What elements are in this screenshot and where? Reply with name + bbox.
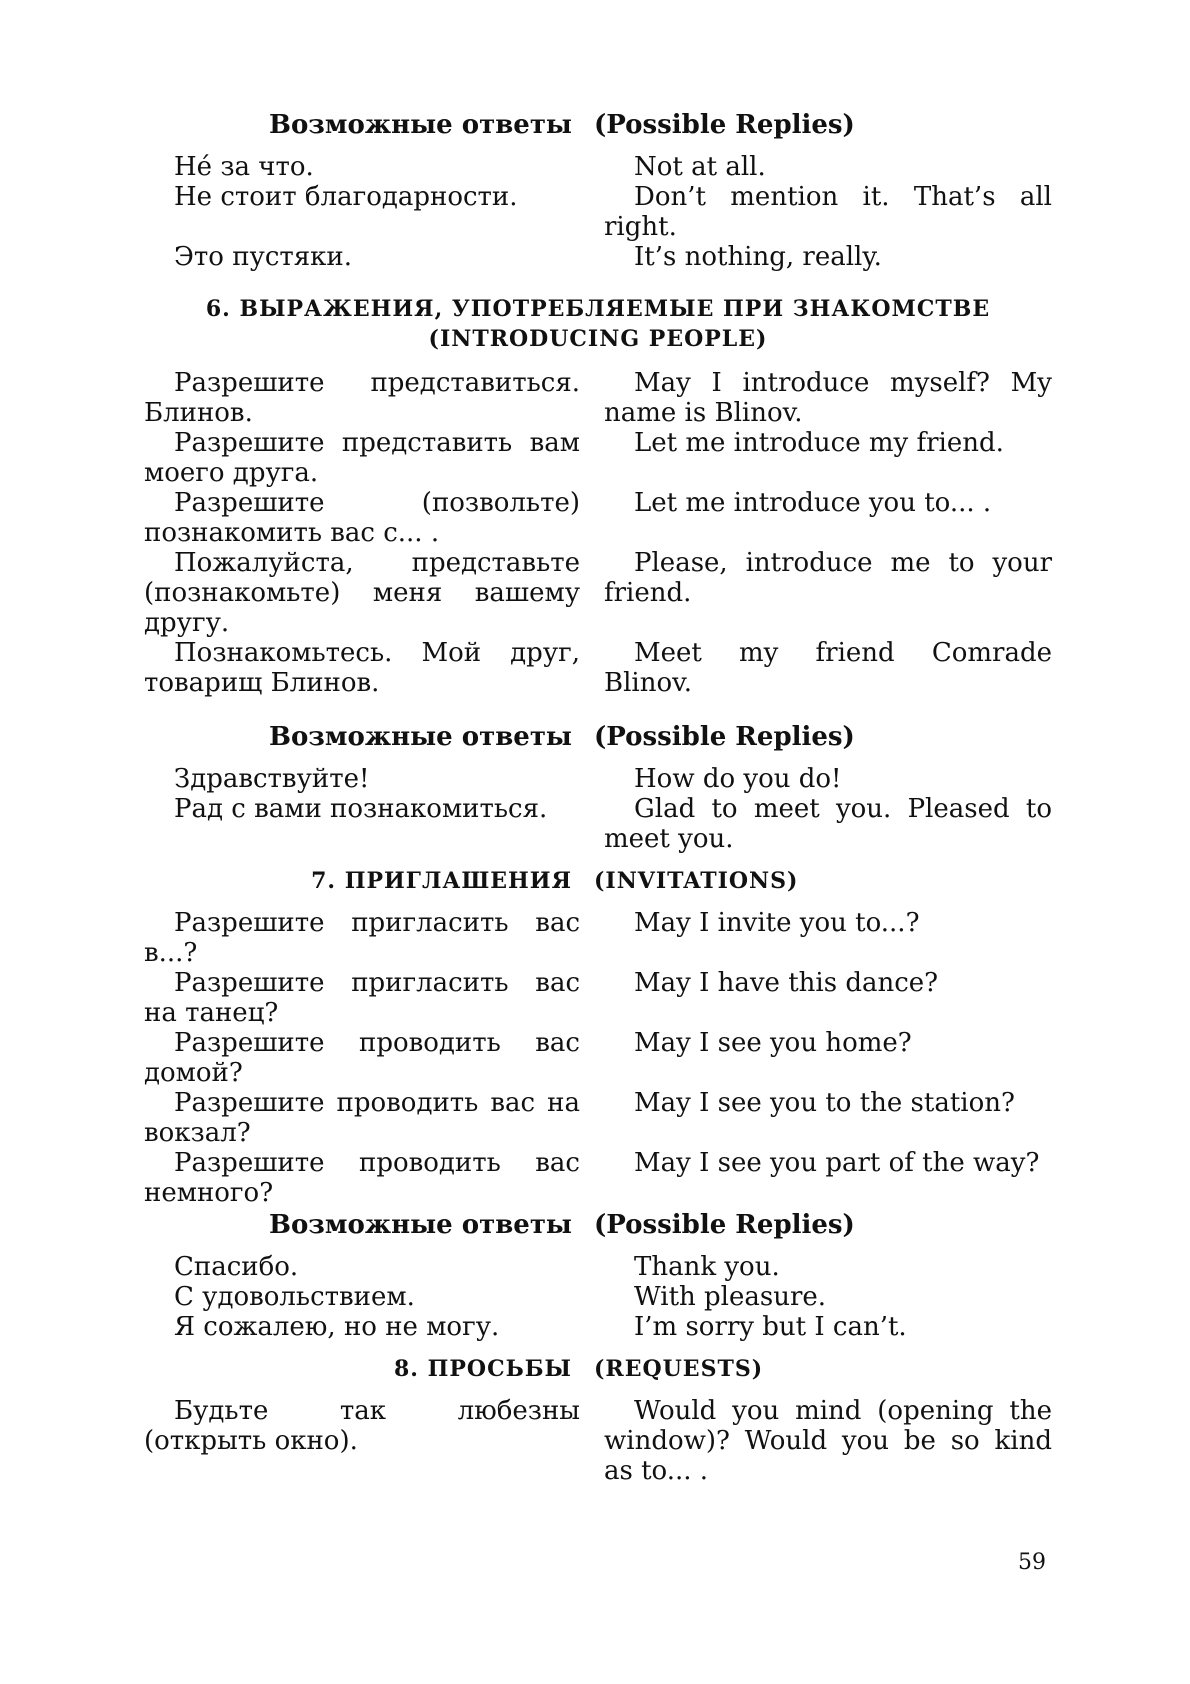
section-heading xyxy=(144,294,1052,354)
heading-english: (REQUESTS) xyxy=(594,1356,764,1382)
phrase-row xyxy=(144,1312,1052,1342)
phrase-russian: Разрешите представить вам моего друга. xyxy=(144,428,580,488)
phrase-english: Glad to meet you. Pleased to meet you. xyxy=(604,794,1052,854)
phrase-row xyxy=(144,548,1052,638)
phrase-english: Would you mind (opening the window)? Would you be so kind as to... . xyxy=(604,1396,1052,1486)
heading-english: (Possible Replies) xyxy=(594,722,855,752)
phrase-row xyxy=(144,968,1052,1028)
phrase-english: May I see you part of the way? xyxy=(634,1148,1040,1178)
phrase-english: How do you do! xyxy=(634,764,842,794)
heading-english: (Possible Replies) xyxy=(594,1210,855,1240)
phrase-russian: Это пустяки. xyxy=(174,242,353,272)
phrase-row xyxy=(144,368,1052,428)
phrase-russian: Разрешите пригласить вас в...? xyxy=(144,908,580,968)
phrase-english: May I see you to the station? xyxy=(634,1088,1015,1118)
heading-russian: 7. ПРИГЛАШЕНИЯ xyxy=(311,868,572,894)
phrase-row xyxy=(144,638,1052,698)
section-heading xyxy=(144,108,1052,142)
phrase-english: I’m sorry but I can’t. xyxy=(634,1312,907,1342)
phrase-row xyxy=(144,488,1052,548)
phrase-english: Not at all. xyxy=(634,152,766,182)
phrase-row xyxy=(144,1282,1052,1312)
section-invitations xyxy=(144,864,1052,1208)
phrase-row xyxy=(144,182,1052,242)
phrase-row xyxy=(144,1028,1052,1088)
section-possible-replies-3 xyxy=(144,1208,1052,1342)
phrase-russian: Разрешите (позвольте) познакомить вас с... . xyxy=(144,488,580,548)
phrase-row xyxy=(144,908,1052,968)
heading-english: (INVITATIONS) xyxy=(594,868,799,894)
heading-russian: Возможные ответы xyxy=(268,722,572,752)
phrase-russian: Рад с вами познакомиться. xyxy=(174,794,548,824)
phrase-english: Meet my friend Comrade Blinov. xyxy=(604,638,1052,698)
phrase-english: May I introduce myself? My name is Blinov. xyxy=(604,368,1052,428)
phrase-russian: Разрешите проводить вас на вокзал? xyxy=(144,1088,580,1148)
section-heading xyxy=(144,1208,1052,1242)
page-number: 59 xyxy=(1018,1550,1046,1575)
phrase-russian: Спасибо. xyxy=(174,1252,299,1282)
phrase-russian: Я сожалею, но не могу. xyxy=(174,1312,500,1342)
phrase-russian: Разрешите проводить вас немного? xyxy=(144,1148,580,1208)
phrase-english: Please, introduce me to your friend. xyxy=(604,548,1052,608)
section-possible-replies-1 xyxy=(144,108,1052,272)
phrase-english: May I see you home? xyxy=(634,1028,912,1058)
heading-russian: Возможные ответы xyxy=(268,1210,572,1240)
phrase-row xyxy=(144,764,1052,794)
section-requests xyxy=(144,1352,1052,1486)
phrase-row xyxy=(144,1252,1052,1282)
phrase-row xyxy=(144,428,1052,488)
phrase-russian: Разрешите проводить вас домой? xyxy=(144,1028,580,1088)
phrase-russian: Пожалуйста, представьте (познакомьте) меня вашему другу. xyxy=(144,548,580,638)
heading-english: (Possible Replies) xyxy=(594,110,855,140)
section-possible-replies-2 xyxy=(144,720,1052,854)
phrase-russian: С удовольствием. xyxy=(174,1282,415,1312)
phrase-russian: Разрешите представиться. Блинов. xyxy=(144,368,580,428)
phrase-english: With pleasure. xyxy=(634,1282,827,1312)
phrase-english: May I invite you to...? xyxy=(634,908,920,938)
section-introducing-people xyxy=(144,294,1052,698)
section-heading xyxy=(144,864,1052,898)
phrase-russian: Не́ за что. xyxy=(174,152,314,182)
phrase-english: It’s nothing, really. xyxy=(634,242,882,272)
heading-russian: Возможные ответы xyxy=(268,110,572,140)
phrase-row xyxy=(144,152,1052,182)
heading-russian: 6. ВЫРАЖЕНИЯ, УПОТРЕБЛЯЕМЫЕ ПРИ ЗНАКОМСТВЕ xyxy=(205,296,991,322)
phrase-english: Let me introduce you to... . xyxy=(634,488,992,518)
heading-russian: 8. ПРОСЬБЫ xyxy=(393,1356,572,1382)
phrase-english: May I have this dance? xyxy=(634,968,939,998)
section-heading xyxy=(144,720,1052,754)
phrase-russian: Не стоит благодарности. xyxy=(174,182,518,212)
phrase-row xyxy=(144,1088,1052,1148)
phrase-row xyxy=(144,1396,1052,1486)
section-heading xyxy=(144,1352,1052,1386)
phrase-row xyxy=(144,794,1052,854)
phrase-row xyxy=(144,242,1052,272)
phrase-russian: Познакомьтесь. Мой друг, товарищ Блинов. xyxy=(144,638,580,698)
phrase-english: Let me introduce my friend. xyxy=(634,428,1004,458)
phrase-row xyxy=(144,1148,1052,1208)
heading-english: (INTRODUCING PEOPLE) xyxy=(428,326,768,352)
phrase-english: Don’t mention it. That’s all right. xyxy=(604,182,1052,242)
phrase-russian: Будьте так любезны (открыть окно). xyxy=(144,1396,580,1456)
phrase-russian: Здравствуйте! xyxy=(174,764,370,794)
phrase-english: Thank you. xyxy=(634,1252,780,1282)
phrase-russian: Разрешите пригласить вас на танец? xyxy=(144,968,580,1028)
book-page xyxy=(144,108,1052,1486)
